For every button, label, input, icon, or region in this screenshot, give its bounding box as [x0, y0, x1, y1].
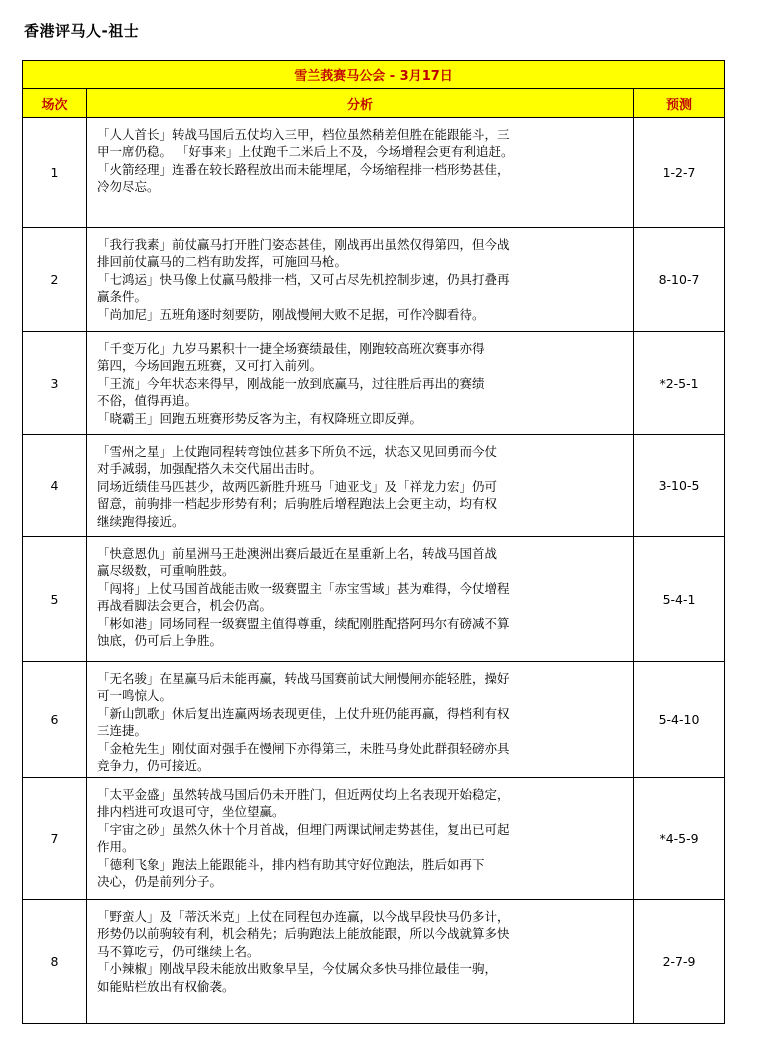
race-number: 5	[23, 537, 87, 662]
analysis-line: 赢尽级数，可重响胜鼓。	[97, 563, 235, 579]
race-number: 4	[23, 435, 87, 537]
analysis-line: 作用。	[97, 839, 135, 855]
race-row	[23, 332, 725, 435]
analysis-line: 不俗，值得再追。	[97, 393, 198, 409]
race-row	[23, 435, 725, 537]
analysis-line: 「尚加尼」五班角逐时刻要防，刚战慢闸大败不足据，可作冷脚看待。	[97, 306, 485, 322]
race-number: 7	[23, 778, 87, 900]
analysis-line: 甲一席仍稳。 「好事来」上仗跑千二米后上不及，今场增程会更有利追赶。	[97, 144, 514, 160]
analysis-line: 「小辣椒」刚战早段未能放出败象早呈，今仗属众多快马排位最佳一驹，	[97, 961, 498, 977]
analysis-line: 蚀底，仍可后上争胜。	[97, 633, 223, 649]
header-prediction: 预测	[634, 89, 725, 118]
race-number: 3	[23, 332, 87, 435]
analysis-line: 「太平金盛」虽然转战马国后仍未开胜门，但近两仗均上名表现开始稳定，	[97, 787, 510, 802]
header-race: 场次	[23, 89, 87, 118]
race-analysis	[87, 332, 634, 435]
analysis-line: 继续跑得接近。	[97, 513, 185, 529]
analysis-line: 「火箭经理」连番在较长路程放出而未能埋尾，今场缩程排一档形势甚佳，	[97, 161, 510, 177]
analysis-line: 「雪州之星」上仗跑同程转弯蚀位甚多下所负不远，状态又见回勇而今仗	[97, 444, 498, 459]
banner-row	[23, 61, 725, 89]
analysis-line: 「人人首长」转战马国后五仗均入三甲，档位虽然稍差但胜在能跟能斗，三	[97, 127, 510, 142]
analysis-line: 竞争力，仍可接近。	[97, 758, 210, 774]
header-analysis: 分析	[87, 89, 634, 118]
race-row	[23, 118, 725, 228]
analysis-line: 「彬如港」同场同程一级赛盟主值得尊重，续配刚胜配搭阿玛尔有磅减不算	[97, 615, 510, 631]
analysis-line: 再战看脚法会更合，机会仍高。	[97, 598, 273, 614]
race-number: 6	[23, 662, 87, 778]
header-row	[23, 89, 725, 118]
race-rows	[23, 118, 725, 1024]
analysis-line: 对手减弱，加强配搭久未交代届出击时。	[97, 461, 323, 477]
analysis-line: 第四，今场回跑五班赛，又可打入前列。	[97, 358, 323, 374]
analysis-line: 「七鸿运」快马像上仗赢马般排一档，又可占尽先机控制步速，仍具打叠再	[97, 271, 510, 287]
race-analysis	[87, 118, 634, 228]
analysis-line: 排内档进可攻退可守，坐位望赢。	[97, 804, 285, 820]
race-analysis	[87, 435, 634, 537]
race-prediction: *4-5-9	[634, 778, 725, 900]
race-analysis	[87, 778, 634, 900]
analysis-line: 形势仍以前驹较有利，机会稍先；后驹跑法上能放能跟，所以今战就算多快	[97, 926, 510, 942]
race-table	[22, 60, 725, 1024]
analysis-line: 留意，前驹排一档起步形势有利；后驹胜后增程跑法上会更主动，均有权	[97, 496, 498, 512]
race-prediction: 3-10-5	[634, 435, 725, 537]
analysis-line: 如能贴栏放出有权偷袭。	[97, 978, 235, 994]
analysis-line: 排回前仗赢马的二档有助发挥，可施回马枪。	[97, 254, 348, 270]
race-row	[23, 228, 725, 332]
analysis-line: 「快意恩仇」前星洲马王赴澳洲出赛后最近在星重新上名，转战马国首战	[97, 546, 498, 561]
analysis-line: 「新山凯歌」休后复出连赢两场表现更佳，上仗升班仍能再赢，得档利有权	[97, 705, 510, 721]
race-row	[23, 662, 725, 778]
analysis-line: 决心，仍是前列分子。	[97, 874, 223, 890]
analysis-line: 「闯将」上仗马国首战能击败一级赛盟主「赤宝雪域」甚为难得，今仗增程	[97, 580, 510, 596]
analysis-line: 「宇宙之砂」虽然久休十个月首战，但埋门两课试闸走势甚佳，复出已可起	[97, 821, 510, 837]
analysis-line: 赢条件。	[97, 289, 148, 305]
analysis-line: 「德利飞象」跑法上能跟能斗，排内档有助其守好位跑法，胜后如再下	[97, 856, 485, 872]
analysis-line: 三连捷。	[97, 723, 148, 739]
race-prediction: 5-4-10	[634, 662, 725, 778]
race-prediction: 2-7-9	[634, 900, 725, 1024]
analysis-line: 马不算吃亏，仍可继续上名。	[97, 943, 260, 959]
analysis-line: 「野蛮人」及「蒂沃米克」上仗在同程包办连赢，以今战早段快马仍多计，	[97, 909, 510, 924]
race-prediction: 5-4-1	[634, 537, 725, 662]
analysis-line: 「无名骏」在星赢马后未能再赢，转战马国赛前试大闸慢闸亦能轻胜，操好	[97, 671, 510, 686]
analysis-line: 「晓霸王」回跑五班赛形势反客为主，有权降班立即反弹。	[97, 410, 423, 426]
race-row	[23, 778, 725, 900]
analysis-line: 「千变万化」九岁马累积十一捷全场赛绩最佳，刚跑较高班次赛事亦得	[97, 341, 485, 356]
analysis-line: 可一鸣惊人。	[97, 688, 173, 704]
analysis-line: 「我行我素」前仗赢马打开胜门姿态甚佳，刚战再出虽然仅得第四，但今战	[97, 237, 510, 252]
analysis-line: 冷勿尽忘。	[97, 179, 160, 195]
analysis-line: 「王流」今年状态来得早，刚战能一放到底赢马，过往胜后再出的赛绩	[97, 375, 485, 391]
race-prediction: 1-2-7	[634, 118, 725, 228]
race-prediction: *2-5-1	[634, 332, 725, 435]
race-analysis	[87, 537, 634, 662]
race-row	[23, 537, 725, 662]
meeting-banner: 雪兰莪赛马公会 - 3月17日	[23, 61, 725, 89]
race-prediction: 8-10-7	[634, 228, 725, 332]
page-title: 香港评马人-祖士	[24, 22, 140, 40]
race-analysis	[87, 900, 634, 1024]
race-number: 1	[23, 118, 87, 228]
race-row	[23, 900, 725, 1024]
analysis-line: 「金枪先生」刚仗面对强手在慢闸下亦得第三，未胜马身处此群孭轻磅亦具	[97, 740, 510, 756]
race-number: 8	[23, 900, 87, 1024]
race-number: 2	[23, 228, 87, 332]
race-analysis	[87, 662, 634, 778]
analysis-line: 同场近绩佳马匹甚少，故两匹新胜升班马「迪亚戈」及「祥龙力宏」仍可	[97, 478, 498, 494]
race-analysis	[87, 228, 634, 332]
